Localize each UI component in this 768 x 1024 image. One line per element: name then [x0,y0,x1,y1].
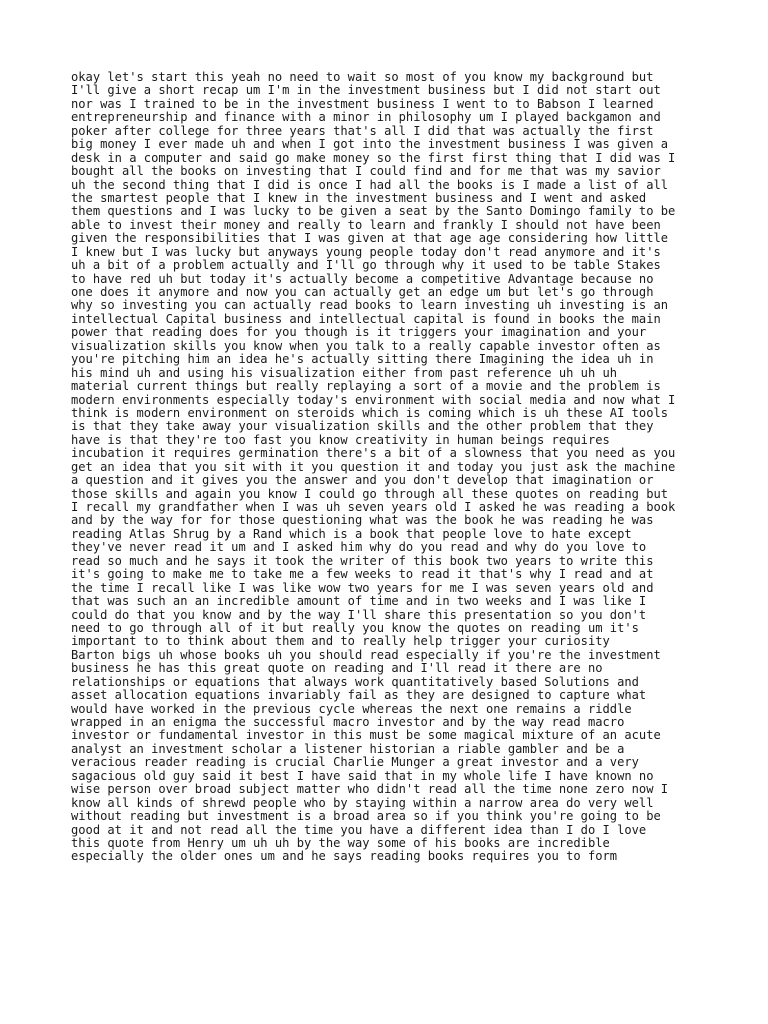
text-line: this quote from Henry um uh uh by the way some of his books are incredible [71,835,610,850]
text-line: sagacious old guy said it best I have said that in my whole life I have known no [71,768,654,783]
text-line: read so much and he says it took the writer of this book two years to write this [71,553,654,568]
text-line: it's going to make me to take me a few weeks to read it that's why I read and at [71,567,654,582]
text-line: those skills and again you know I could go through all these quotes on reading but [71,486,669,501]
text-line: asset allocation equations invariably fail as they are designed to capture what [71,688,647,703]
text-line: you're pitching him an idea he's actually sitting there Imagining the idea uh in [71,352,654,367]
text-line: investor or fundamental investor in this must be some magical mixture of an acute [71,728,661,743]
text-line: to have red uh but today it's actually become a competitive Advantage because no [71,271,654,286]
text-line: them questions and I was lucky to be given a seat by the Santo Domingo family to be [71,204,676,219]
text-line: okay let's start this yeah no need to wait so most of you know my background but [71,70,654,84]
text-line: especially the older ones um and he says reading books requires you to form [71,849,618,864]
transcript-text [71,71,711,864]
text-line: need to go through all of it but really you know the quotes on reading um it's [71,620,639,635]
text-line: a question and it gives you the answer and you don't develop that imagination or [71,473,654,488]
text-line: the time I recall like I was like wow two years for me I was seven years old and [71,580,654,595]
text-line: Barton bigs uh whose books uh you should read especially if you're the investment [71,647,661,662]
text-line: bought all the books on investing that I could find and for me that was my savior [71,164,661,179]
text-line: poker after college for three years that's all I did that was actually the first [71,123,654,138]
text-line: get an idea that you sit with it you question it and today you just ask the machine [71,459,676,474]
text-line: they've never read it um and I asked him why do you read and why do you love to [71,540,647,555]
text-line: reading Atlas Shrug by a Rand which is a book that people love to hate except [71,526,632,541]
text-line: would have worked in the previous cycle whereas the next one remains a riddle [71,701,632,716]
text-line: wise person over broad subject matter who didn't read all the time none zero now I [71,782,669,797]
text-line: that was such an an incredible amount of time and in two weeks and I was like I [71,594,647,609]
text-line: think is modern environment on steroids which is coming which is uh these AI tools [71,405,669,420]
text-line: entrepreneurship and finance with a minor in philosophy um I played backgamon and [71,110,661,125]
text-line: analyst an investment scholar a listener historian a riable gambler and be a [71,741,625,756]
text-line: able to invest their money and really to learn and frankly I should not have been [71,217,661,232]
text-line: I'll give a short recap um I'm in the investment business but I did not start out [71,83,661,98]
text-line: have is that they're too fast you know creativity in human beings requires [71,432,610,447]
text-line: is that they take away your visualization skills and the other problem that they [71,419,654,434]
text-line: important to to think about them and to really help trigger your curiosity [71,634,610,649]
text-line: big money I ever made uh and when I got into the investment business I was given a [71,137,669,152]
text-line: veracious reader reading is crucial Charlie Munger a great investor and a very [71,755,639,770]
text-line: the smartest people that I knew in the investment business and I went and asked [71,190,647,205]
text-line: desk in a computer and said go make money so the first first thing that I did was I [71,150,676,165]
text-line: without reading but investment is a broad area so if you think you're going to be [71,809,661,824]
text-line: modern environments especially today's environment with social media and now what I [71,392,676,407]
text-line: relationships or equations that always work quantitatively based Solutions and [71,674,639,689]
text-line: know all kinds of shrewd people who by staying within a narrow area do very well [71,795,654,810]
text-line: his mind uh and using his visualization either from past reference uh uh uh [71,365,618,380]
text-line: business he has this great quote on reading and I'll read it there are no [71,661,603,676]
text-line: material current things but really replaying a sort of a movie and the problem is [71,379,661,394]
text-line: and by the way for for those questioning what was the book he was reading he was [71,513,654,528]
text-line: I recall my grandfather when I was uh seven years old I asked he was reading a book [71,500,676,514]
text-line: incubation it requires germination there's a bit of a slowness that you need as you [71,446,676,461]
text-line: uh the second thing that I did is once I had all the books is I made a list of all [71,177,669,192]
text-line: uh a bit of a problem actually and I'll go through why it used to be table Stakes [71,258,661,273]
text-line: I knew but I was lucky but anyways young people today don't read anymore and it's [71,244,661,259]
text-line: visualization skills you know when you talk to a really capable investor often as [71,338,661,353]
text-line: nor was I trained to be in the investment business I went to to Babson I learned [71,96,654,111]
text-line: wrapped in an enigma the successful macro investor and by the way read macro [71,715,625,729]
text-line: intellectual Capital business and intellectual capital is found in books the main [71,311,661,326]
text-line: one does it anymore and now you can actually get an edge um but let's go through [71,285,654,299]
text-line: given the responsibilities that I was given at that age age considering how little [71,231,669,246]
text-line: good at it and not read all the time you have a different idea than I do I love [71,822,647,837]
text-line: could do that you know and by the way I'll share this presentation so you don't [71,607,647,622]
text-line: why so investing you can actually read books to learn investing uh investing is an [71,298,669,313]
text-line: power that reading does for you though is it triggers your imagination and your [71,325,647,340]
